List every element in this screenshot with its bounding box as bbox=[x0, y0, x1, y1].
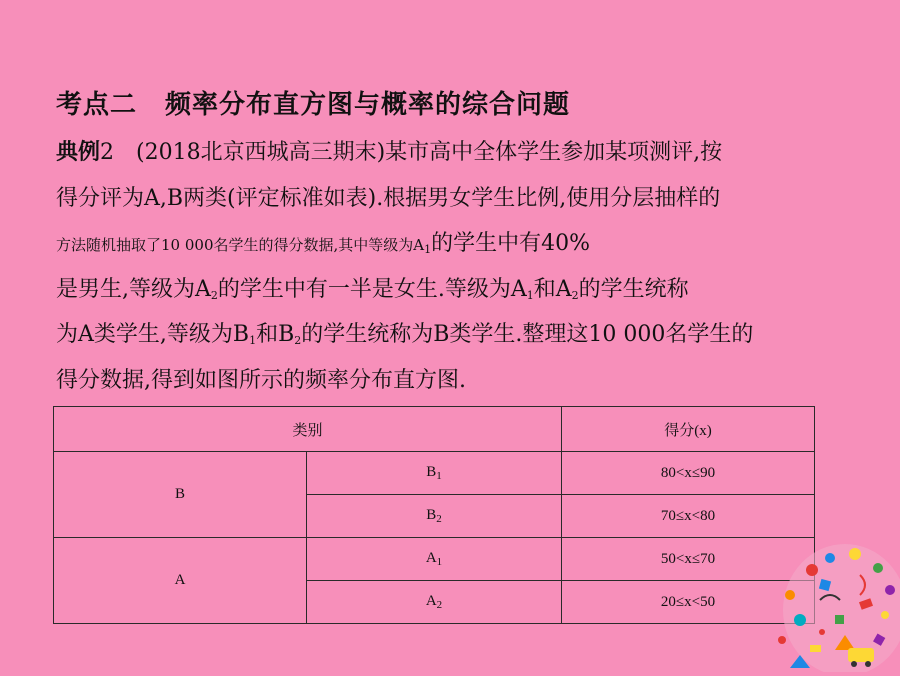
level-sub: 1 bbox=[436, 470, 442, 482]
level-sub: 2 bbox=[436, 513, 442, 525]
group-cell-b: B bbox=[54, 452, 307, 538]
level-cell bbox=[307, 538, 562, 581]
level-letter: B bbox=[426, 507, 437, 523]
sub-b2: 2 bbox=[294, 334, 302, 347]
example-text-3b: 的学生中有40% bbox=[431, 231, 590, 256]
example-text-4b: 的学生中有一半是女生.等级为A bbox=[217, 277, 527, 302]
example-label: 典例 bbox=[56, 140, 101, 165]
example-line-5 bbox=[56, 320, 753, 356]
example-line-4 bbox=[56, 275, 689, 311]
example-text-4d: 的学生统称 bbox=[578, 277, 689, 302]
example-text-6: 得分数据,得到如图所示的频率分布直方图. bbox=[56, 368, 466, 393]
range-cell: 50<x≤70 bbox=[562, 538, 815, 581]
example-line-1 bbox=[56, 138, 722, 168]
slide-title bbox=[56, 84, 570, 121]
group-cell-a: A bbox=[54, 538, 307, 624]
example-text-5a: 为A类学生,等级为B bbox=[56, 322, 250, 347]
criteria-table bbox=[53, 406, 815, 624]
example-text-2: 得分评为A,B两类(评定标准如表).根据男女学生比例,使用分层抽样的 bbox=[56, 186, 721, 211]
sub-a1: 1 bbox=[424, 243, 432, 256]
example-line-3 bbox=[56, 229, 590, 265]
level-sub: 2 bbox=[436, 599, 443, 611]
table-row bbox=[54, 452, 815, 495]
example-line-2 bbox=[56, 184, 720, 214]
level-cell bbox=[307, 495, 562, 538]
level-letter: B bbox=[426, 464, 437, 480]
example-text-5b: 和B bbox=[256, 322, 295, 347]
range-cell: 70≤x<80 bbox=[562, 495, 815, 538]
example-number: 2 bbox=[100, 140, 115, 165]
range-cell: 20≤x<50 bbox=[562, 581, 815, 624]
level-sub: 1 bbox=[436, 556, 443, 568]
sub-a2: 2 bbox=[571, 289, 579, 302]
level-cell bbox=[307, 581, 562, 624]
header-score: 得分(x) bbox=[562, 407, 815, 452]
table-row bbox=[54, 538, 815, 581]
title-part1: 考点二 bbox=[56, 90, 138, 120]
level-letter: A bbox=[425, 550, 437, 566]
colorful-letters-doodle-icon bbox=[760, 540, 900, 672]
title-part2: 频率分布直方图与概率的综合问题 bbox=[165, 90, 571, 120]
header-category: 类别 bbox=[54, 407, 562, 452]
example-text-4c: 和A bbox=[533, 277, 572, 302]
example-line-6 bbox=[56, 366, 466, 396]
sub-a1: 1 bbox=[526, 289, 534, 302]
example-text-3a: 方法随机抽取了10 000名学生的得分数据,其中等级为A bbox=[56, 236, 425, 254]
example-text-4a: 是男生,等级为A bbox=[56, 277, 211, 302]
example-text-1: (2018北京西城高三期末)某市高中全体学生参加某项测评,按 bbox=[136, 140, 723, 165]
table-header-row bbox=[54, 407, 815, 452]
level-cell bbox=[307, 452, 562, 495]
sub-b1: 1 bbox=[249, 334, 257, 347]
sub-a2: 2 bbox=[210, 289, 218, 302]
example-text-5c: 的学生统称为B类学生.整理这10 000名学生的 bbox=[301, 322, 754, 347]
level-letter: A bbox=[425, 593, 437, 609]
range-cell: 80<x≤90 bbox=[562, 452, 815, 495]
